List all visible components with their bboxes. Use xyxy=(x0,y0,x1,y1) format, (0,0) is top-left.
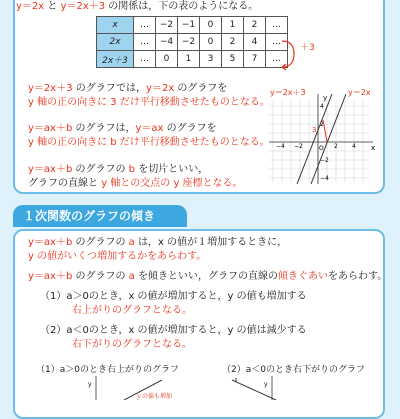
graph-label-2x: y＝2x xyxy=(348,88,371,97)
table-cell: 1 xyxy=(222,17,244,34)
graph-tick-x: −4 xyxy=(276,143,285,150)
value-table xyxy=(96,16,288,68)
s2-eq2: y＝ax＋b xyxy=(28,271,73,282)
table-cell: … xyxy=(266,51,288,68)
table-cell: … xyxy=(134,51,156,68)
diagram2 xyxy=(222,376,342,400)
s2-line3 xyxy=(28,270,387,283)
graph-tick-y: 4 xyxy=(320,103,324,110)
p1-eq1: y＝2x＋3 xyxy=(28,83,73,94)
graph-tick-y: 2 xyxy=(320,121,324,128)
graph-label-2x3: y＝2x＋3 xyxy=(270,88,306,97)
intro-line xyxy=(16,0,258,13)
p2-eq2: y＝ax xyxy=(135,123,164,134)
graph-tick-y: −2 xyxy=(320,157,329,164)
graph-shift-label: 3 xyxy=(312,126,317,134)
diagram1 xyxy=(84,376,194,400)
case1-line1: （1）a＞0のとき，x の値が増加すると，y の値も増加する xyxy=(40,291,307,302)
table-cell: 2 xyxy=(222,34,244,51)
s2-a: a xyxy=(128,237,135,248)
p3-line2 xyxy=(28,177,243,190)
table-cell: 2 xyxy=(244,17,266,34)
s2-txt5: をあらわす。 xyxy=(328,271,388,282)
table-row-head: x xyxy=(97,17,134,34)
case2-line2: 右下がりのグラフとなる。 xyxy=(72,339,192,350)
p3-txt2: を切片といい， xyxy=(135,164,209,175)
table-cell: 5 xyxy=(222,51,244,68)
table-cell: … xyxy=(266,34,288,51)
graph-tick-y: −4 xyxy=(320,175,329,182)
diagram2-title: （2）a＜0のとき右下がりのグラフ xyxy=(222,365,365,375)
intro-and: と xyxy=(44,1,61,12)
graph-axis-x: x xyxy=(371,144,376,152)
table-cell: … xyxy=(134,34,156,51)
p2-line1 xyxy=(28,122,217,135)
diagram1-note: ｙの値も増加 xyxy=(136,393,173,400)
p2-txt1: のグラフは， xyxy=(72,123,136,134)
graph-tick-x: −2 xyxy=(294,143,303,150)
diagram1-axis-y: y xyxy=(88,381,92,388)
graph-tick-x: 4 xyxy=(352,143,356,150)
p1-eq2: y＝2x xyxy=(146,83,175,94)
diagram1-title: （1）a＞0のとき右上がりのグラフ xyxy=(36,365,179,375)
intro-eq2: y＝2x＋3 xyxy=(60,1,106,12)
table-cell: 3 xyxy=(200,51,222,68)
s2-eq1: y＝ax＋b xyxy=(28,237,73,248)
s2-a2: a xyxy=(128,271,135,282)
case1-line2: 右上がりのグラフとなる。 xyxy=(72,305,192,316)
p3-txt4: y 軸との交点の y 座標となる。 xyxy=(101,178,243,189)
table-cell: −2 xyxy=(178,34,200,51)
table-cell: 0 xyxy=(156,51,178,68)
table-cell: 1 xyxy=(178,51,200,68)
graph-origin: O xyxy=(319,145,324,152)
s2-keiki: 傾きぐあい xyxy=(278,271,328,282)
table-cell: … xyxy=(134,17,156,34)
table-cell: 4 xyxy=(244,34,266,51)
p1-line2: y 軸の正の向きに 3 だけ平行移動させたものとなる。 xyxy=(28,97,270,108)
table-cell: −1 xyxy=(178,17,200,34)
table-row-head: 2x xyxy=(97,34,134,51)
p1-txt2: のグラフを xyxy=(174,83,228,94)
intro-rest: の関係は，下の表のようになる。 xyxy=(105,1,259,12)
table-row xyxy=(97,17,288,34)
p3-line1 xyxy=(28,163,208,176)
s2-txt2: は，x の値が１増加するときに， xyxy=(134,237,288,248)
table-cell: 0 xyxy=(200,34,222,51)
bracket-arrow-icon xyxy=(280,37,300,73)
p1-txt1: のグラフでは， xyxy=(72,83,147,94)
table-row xyxy=(97,34,288,51)
graph-tick-x: 2 xyxy=(334,143,338,150)
table-cell: … xyxy=(266,17,288,34)
p3-txt1: のグラフの xyxy=(72,164,129,175)
coordinate-graph xyxy=(265,80,383,185)
p3-b: b xyxy=(128,164,136,175)
s2-line1 xyxy=(28,236,287,249)
table-row xyxy=(97,51,288,68)
diagram2-axis-y: y xyxy=(264,381,268,388)
p2-line2: y 軸の正の向きに b だけ平行移動させたものとなる。 xyxy=(28,137,270,148)
table-row-head: 2x＋3 xyxy=(97,51,134,68)
p2-eq1: y＝ax＋b xyxy=(28,123,73,134)
table-cell: 7 xyxy=(244,51,266,68)
s2-txt4: を傾きといい，グラフの直線の xyxy=(134,271,278,282)
table-cell: −4 xyxy=(156,34,178,51)
s2-line2: y の値がいくつ増加するかをあらわす。 xyxy=(28,251,207,262)
table-cell: −2 xyxy=(156,17,178,34)
s2-txt3: のグラフの xyxy=(72,271,129,282)
case2-line1: （2）a＜0のとき，x の値が増加すると，y の値は減少する xyxy=(40,325,307,336)
table-cell: 0 xyxy=(200,17,222,34)
p3-txt3: グラフの直線と xyxy=(28,178,102,189)
plus-three-label: ＋3 xyxy=(300,43,315,53)
section-title: １次関数のグラフの傾き xyxy=(13,205,187,227)
p1-line1 xyxy=(28,82,227,95)
graph-axis-y: y xyxy=(323,94,328,102)
intro-eq1: y＝2x xyxy=(16,1,45,12)
p2-txt2: のグラフを xyxy=(163,123,217,134)
s2-txt1: のグラフの xyxy=(72,237,129,248)
p3-eq1: y＝ax＋b xyxy=(28,164,73,175)
